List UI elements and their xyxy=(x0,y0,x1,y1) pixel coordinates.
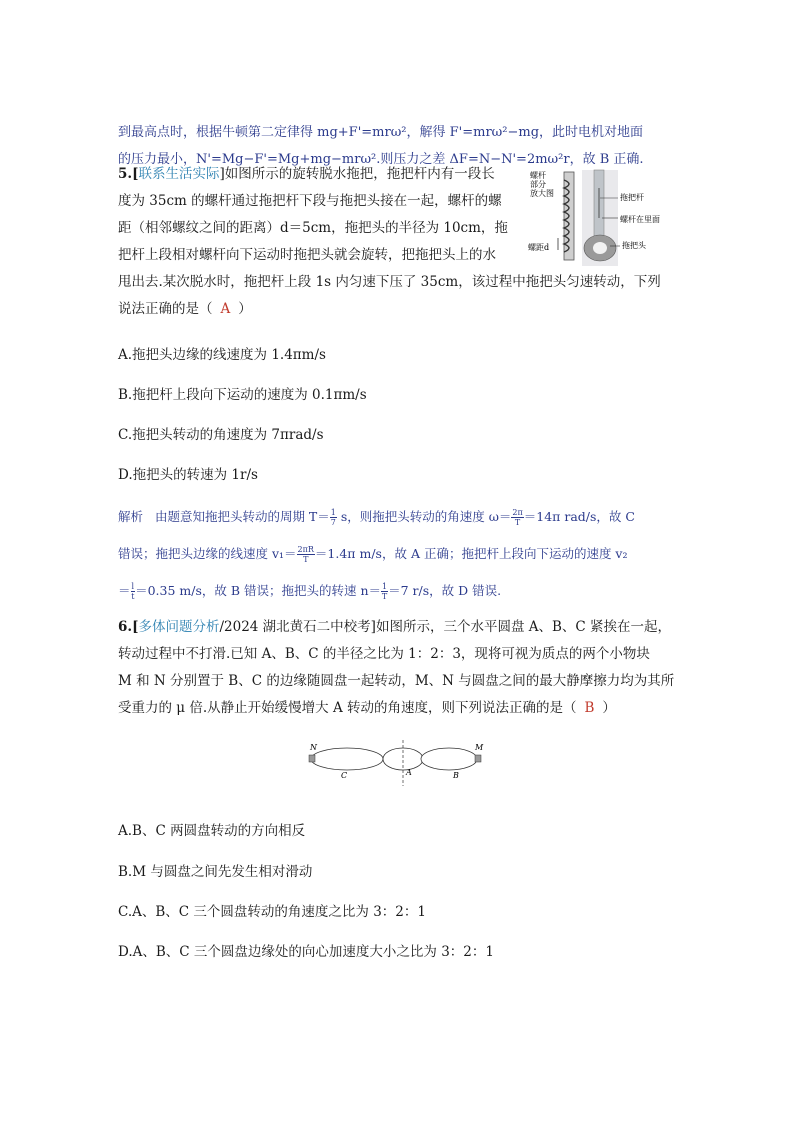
frac-den: 7 xyxy=(330,518,336,527)
q5-answer: A xyxy=(220,301,231,317)
q6-line-2: M 和 N 分别置于 B、C 的边缘随圆盘一起转动，M、N 与圆盘之间的最大静摩擦力均为其所 xyxy=(118,673,675,689)
frac-den: t xyxy=(131,592,135,601)
frac-num: 1 xyxy=(330,508,336,517)
solution-text: ＝1.4π m/s，故 A 正确；拖把杆上段向下运动的速度 v₂ xyxy=(314,546,628,561)
q6-number: 6.[ xyxy=(118,619,139,635)
label-a: A xyxy=(406,768,412,777)
label-b: B xyxy=(453,771,459,780)
q6-option-b: B.M 与圆盘之间先发生相对滑动 xyxy=(118,864,313,880)
fraction xyxy=(297,545,315,564)
fraction xyxy=(511,508,523,527)
q5-number: 5.[ xyxy=(118,166,139,182)
q5-line-2: 距（相邻螺纹之间的距离）d＝5cm，拖把头的半径为 10cm，拖 xyxy=(118,220,508,236)
fig-head-label: 拖把头 xyxy=(622,241,646,250)
q5-solution xyxy=(118,498,635,609)
q5-tag: 联系生活实际 xyxy=(138,166,220,182)
q5-option-c: C.拖把头转动的角速度为 7πrad/s xyxy=(118,427,324,443)
solution-text: 由题意知拖把头转动的周期 T＝ xyxy=(154,509,330,524)
fraction xyxy=(330,508,337,527)
mop-figure xyxy=(528,168,698,268)
q5-line-3: 把杆上段相对螺杆向下运动时拖把头就会旋转，把拖把头上的水 xyxy=(118,247,496,263)
q6-option-a: A.B、C 两圆盘转动的方向相反 xyxy=(118,823,306,839)
label-c: C xyxy=(341,771,348,780)
solution-text: ＝7 r/s，故 D 错误. xyxy=(388,583,502,598)
q5-option-b: B.拖把杆上段向下运动的速度为 0.1πm/s xyxy=(118,387,367,403)
solution-label: 解析 xyxy=(118,509,144,524)
fig-screw-label-3: 放大图 xyxy=(530,189,554,198)
question-6 xyxy=(118,614,674,722)
q5-close: ） xyxy=(238,301,252,317)
disc-b xyxy=(421,748,477,770)
prev-solution-line-2: 的压力最小，N'=Mg−F'=Mg+mg−mrω².则压力之差 ΔF=N−N'=2mω²r，故 B 正确. xyxy=(118,152,644,167)
frac-num: 2πR xyxy=(297,545,314,554)
solution-text: ＝0.35 m/s，故 B 错误；拖把头的转速 n＝ xyxy=(135,583,382,598)
q5-option-a: A.拖把头边缘的线速度为 1.4πm/s xyxy=(118,347,326,363)
block-n xyxy=(309,755,315,762)
disc-c xyxy=(311,748,383,770)
frac-num: 1 xyxy=(382,582,388,591)
q5-line-1: 度为 35cm 的螺杆通过拖把杆下段与拖把头接在一起，螺杆的螺 xyxy=(118,193,502,209)
solution-text: 错误；拖把头边缘的线速度 v₁＝ xyxy=(118,546,297,561)
q5-last-line: 说法正确的是（ xyxy=(118,301,213,317)
q5-line-4: 甩出去.某次脱水时，拖把杆上段 1s 内匀速下压了 35cm，该过程中拖把头匀速转动，下列 xyxy=(118,274,661,290)
fig-screw-label-2: 部分 xyxy=(530,180,546,189)
q6-tag: 多体问题分析 xyxy=(138,619,220,635)
fig-pitch-label: 螺距d xyxy=(528,243,550,252)
q6-option-c: C.A、B、C 三个圆盘转动的角速度之比为 3：2：1 xyxy=(118,904,426,920)
q6-last-line: 受重力的 μ 倍.从静止开始缓慢增大 A 转动的角速度，则下列说法正确的是（ xyxy=(118,700,577,716)
q6-line-0: /2024 湖北黄石二中校考]如图所示，三个水平圆盘 A、B、C 紧挨在一起， xyxy=(219,619,672,635)
solution-text: s，则拖把头转动的角速度 ω＝ xyxy=(336,509,512,524)
solution-text: ＝ xyxy=(118,583,131,598)
discs-figure xyxy=(305,738,495,788)
q6-option-d: D.A、B、C 三个圆盘边缘处的向心加速度大小之比为 3：2：1 xyxy=(118,944,494,960)
q6-line-1: 转动过程中不打滑.已知 A、B、C 的半径之比为 1：2：3，现将可视为质点的两个小物块 xyxy=(118,646,650,662)
fig-inside-label: 螺杆在里面 xyxy=(620,215,660,224)
frac-den: T xyxy=(381,592,388,601)
q6-answer: B xyxy=(584,700,595,716)
frac-num: l xyxy=(131,582,135,591)
q6-close: ） xyxy=(602,700,616,716)
q5-line-0: ]如图所示的旋转脱水拖把，拖把杆内有一段长 xyxy=(219,166,495,182)
label-n: N xyxy=(310,743,317,752)
q5-option-d: D.拖把头的转速为 1r/s xyxy=(118,467,258,483)
frac-den: T xyxy=(514,518,521,527)
prev-solution-line-1: 到最高点时，根据牛顿第二定律得 mg+F'=mrω²，解得 F'=mrω²−mg，此时电机对地面 xyxy=(118,125,644,140)
label-m: M xyxy=(475,743,484,752)
fig-screw-label-1: 螺杆 xyxy=(530,171,546,180)
frac-den: T xyxy=(303,555,309,564)
fig-rod-label: 拖把杆 xyxy=(620,193,644,202)
solution-text: ＝14π rad/s，故 C xyxy=(523,509,635,524)
block-m xyxy=(475,755,481,762)
frac-num: 2π xyxy=(512,508,523,517)
